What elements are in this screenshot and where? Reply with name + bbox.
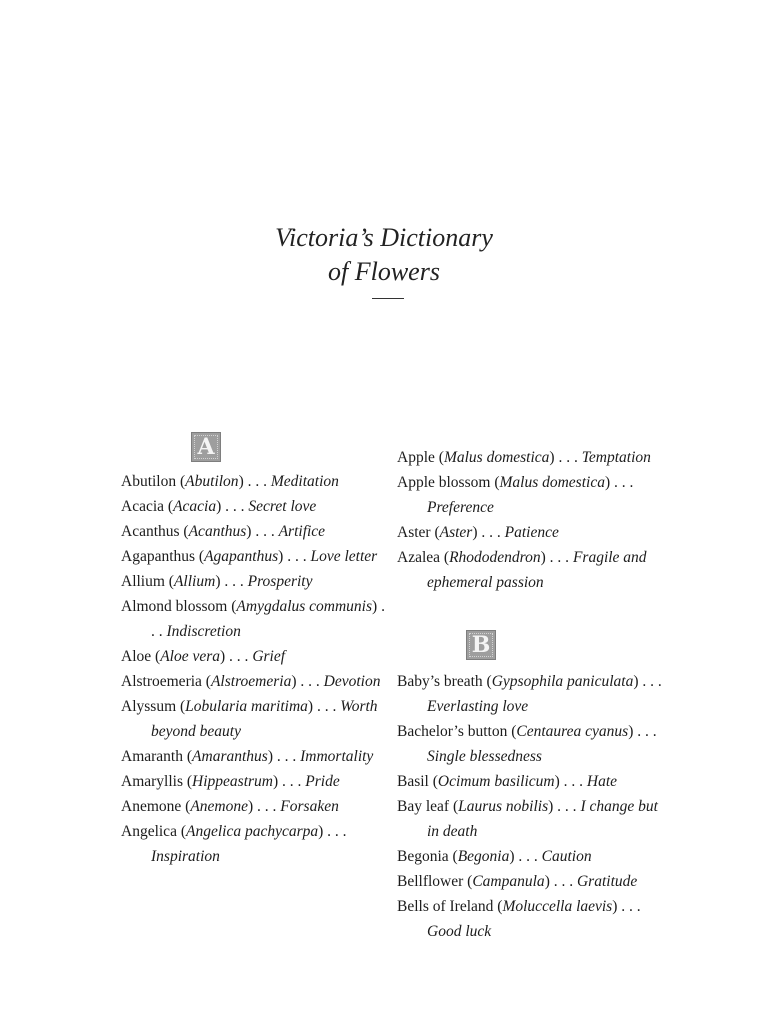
entry-name: Baby’s breath — [397, 673, 483, 690]
entry-a: Aster (Aster) . . . Patience — [397, 524, 559, 541]
entry-a: Azalea (Rhododendron) . . . Fragile and ephemeral passion — [397, 549, 647, 591]
drop-cap-a-icon — [191, 432, 221, 462]
entry-meaning: Good luck — [427, 923, 492, 940]
entry-latin: Begonia — [457, 848, 510, 865]
entry-latin: Rhododendron — [449, 549, 541, 566]
entry-latin: Anemone — [190, 798, 248, 815]
entry-latin: Amygdalus communis — [236, 598, 373, 615]
entries-b — [397, 669, 662, 944]
entry-a: Apple blossom (Malus domestica) . . . Preference — [397, 474, 634, 516]
entry-a: Almond blossom (Amygdalus communis) . . . Indiscretion — [121, 598, 385, 640]
entry-a: Anemone (Anemone) . . . Forsaken — [121, 798, 339, 815]
entry-latin: Angelica pachycarpa — [186, 823, 319, 840]
entry-latin: Aloe vera — [160, 648, 221, 665]
entry-meaning: Prosperity — [247, 573, 313, 590]
entry-latin: Centaurea cyanus — [516, 723, 629, 740]
entries-a-right — [397, 445, 662, 595]
entry-a: Allium (Allium) . . . Prosperity — [121, 573, 313, 590]
entry-b: Bay leaf (Laurus nobilis) . . . I change but in death — [397, 798, 658, 840]
entry-meaning: Love letter — [310, 548, 378, 565]
entry-b: Bells of Ireland (Moluccella laevis) . . . Good luck — [397, 898, 641, 940]
entry-latin: Campanula — [472, 873, 545, 890]
entry-name: Aster — [397, 524, 431, 541]
entry-meaning: Temptation — [581, 449, 651, 466]
column-right — [397, 432, 662, 944]
entry-meaning: Hate — [586, 773, 618, 790]
entry-latin: Malus domestica — [443, 449, 550, 466]
entry-name: Apple — [397, 449, 435, 466]
entry-meaning: Devotion — [323, 673, 381, 690]
entry-meaning: Indiscretion — [166, 623, 241, 640]
entry-latin: Malus domestica — [499, 474, 605, 491]
entry-name: Amaranth — [121, 748, 183, 765]
entry-a: Angelica (Angelica pachycarpa) . . . Inspiration — [121, 823, 347, 865]
entry-name: Basil — [397, 773, 429, 790]
entry-a: Aloe (Aloe vera) . . . Grief — [121, 648, 286, 665]
entry-latin: Ocimum basilicum — [437, 773, 555, 790]
entry-meaning: Inspiration — [151, 848, 220, 865]
drop-cap-b-letter: B — [471, 632, 491, 658]
entry-a: Agapanthus (Agapanthus) . . . Love letter — [121, 548, 378, 565]
entry-a: Acanthus (Acanthus) . . . Artifice — [121, 523, 326, 540]
entry-meaning: Secret love — [248, 498, 317, 515]
entry-latin: Moluccella laevis — [502, 898, 613, 915]
entry-name: Alstroemeria — [121, 673, 202, 690]
entry-a: Alyssum (Lobularia maritima) . . . Worth beyond beauty — [121, 698, 378, 740]
entry-latin: Agapanthus — [204, 548, 279, 565]
entry-name: Bells of Ireland — [397, 898, 494, 915]
entry-name: Alyssum — [121, 698, 177, 715]
entry-name: Azalea — [397, 549, 441, 566]
title-line-1: Victoria’s Dictionary — [275, 223, 493, 252]
drop-cap-b-icon — [466, 630, 496, 660]
entry-latin: Amaranthus — [192, 748, 268, 765]
entry-name: Bellflower — [397, 873, 464, 890]
entry-latin: Allium — [173, 573, 216, 590]
entry-name: Apple blossom — [397, 474, 491, 491]
entry-a: Alstroemeria (Alstroemeria) . . . Devotion — [121, 673, 381, 690]
entry-meaning: Single blessedness — [427, 748, 542, 765]
entry-meaning: Pride — [305, 773, 340, 790]
entry-name: Anemone — [121, 798, 182, 815]
entry-meaning: Patience — [504, 524, 559, 541]
entry-meaning: Preference — [427, 499, 494, 516]
entry-latin: Gypsophila paniculata — [491, 673, 634, 690]
entry-name: Amaryllis — [121, 773, 183, 790]
entry-b: Bellflower (Campanula) . . . Gratitude — [397, 873, 638, 890]
entry-meaning: I change but in death — [427, 798, 658, 840]
entry-meaning: Fragile and ephemeral passion — [427, 549, 647, 591]
entry-meaning: Forsaken — [280, 798, 339, 815]
entries-a-left — [121, 469, 391, 869]
entry-latin: Acanthus — [188, 523, 247, 540]
entry-name: Bay leaf — [397, 798, 450, 815]
entry-meaning: Worth beyond beauty — [151, 698, 378, 740]
entry-meaning: Gratitude — [576, 873, 638, 890]
entry-a: Abutilon (Abutilon) . . . Meditation — [121, 473, 339, 490]
entry-a: Amaryllis (Hippeastrum) . . . Pride — [121, 773, 340, 790]
entry-b: Basil (Ocimum basilicum) . . . Hate — [397, 773, 618, 790]
entry-a: Acacia (Acacia) . . . Secret love — [121, 498, 317, 515]
title-line-2: of Flowers — [328, 257, 440, 286]
entry-meaning: Everlasting love — [427, 698, 529, 715]
entry-meaning: Immortality — [300, 748, 374, 765]
entry-a: Apple (Malus domestica) . . . Temptation — [397, 449, 651, 466]
entry-b: Bachelor’s button (Centaurea cyanus) . . . Single blessedness — [397, 723, 657, 765]
entry-meaning: Artifice — [278, 523, 326, 540]
entry-latin: Abutilon — [185, 473, 239, 490]
entry-meaning: Grief — [252, 648, 286, 665]
page-title — [0, 221, 768, 289]
entry-name: Almond blossom — [121, 598, 228, 615]
entry-meaning: Caution — [541, 848, 592, 865]
entry-name: Acanthus — [121, 523, 180, 540]
title-rule — [372, 298, 404, 299]
entry-name: Acacia — [121, 498, 165, 515]
entry-name: Bachelor’s button — [397, 723, 508, 740]
entry-a: Amaranth (Amaranthus) . . . Immortality — [121, 748, 374, 765]
entry-latin: Acacia — [173, 498, 217, 515]
entry-name: Angelica — [121, 823, 177, 840]
entry-name: Agapanthus — [121, 548, 196, 565]
entry-latin: Aster — [439, 524, 473, 541]
entry-name: Allium — [121, 573, 165, 590]
entry-b: Baby’s breath (Gypsophila paniculata) . . . Everlasting love — [397, 673, 662, 715]
entry-latin: Alstroemeria — [210, 673, 292, 690]
entry-b: Begonia (Begonia) . . . Caution — [397, 848, 592, 865]
entry-name: Aloe — [121, 648, 152, 665]
column-left — [121, 432, 391, 869]
drop-cap-a-letter: A — [197, 434, 215, 460]
entry-name: Begonia — [397, 848, 449, 865]
entry-meaning: Meditation — [270, 473, 339, 490]
entry-latin: Laurus nobilis — [458, 798, 549, 815]
entry-latin: Hippeastrum — [192, 773, 273, 790]
entry-latin: Lobularia maritima — [185, 698, 308, 715]
entry-name: Abutilon — [121, 473, 177, 490]
